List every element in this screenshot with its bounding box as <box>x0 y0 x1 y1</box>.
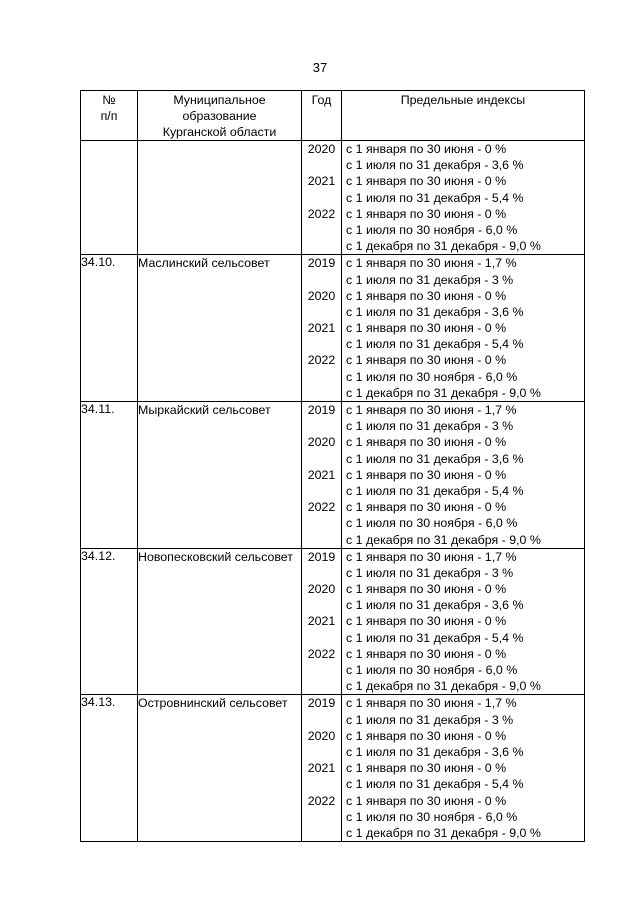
year-value: 2022 <box>307 500 336 515</box>
indices-cell <box>342 141 585 255</box>
table-header-row <box>81 91 585 141</box>
year-value: 2019 <box>307 696 336 711</box>
index-line: с 1 января по 30 июня - 1,7 % <box>346 256 517 271</box>
index-line: с 1 июля по 31 декабря - 3,6 % <box>346 451 524 466</box>
year-value <box>302 157 341 173</box>
index-line: с 1 января по 30 июня - 0 % <box>346 728 507 743</box>
year-value <box>302 385 341 401</box>
year-value <box>302 532 341 548</box>
year-value <box>302 190 341 206</box>
indices-cell <box>342 402 585 549</box>
year-value: 2020 <box>307 142 336 156</box>
municipality-name <box>138 141 302 255</box>
year-value <box>302 222 341 238</box>
index-line: с 1 января по 30 июня - 0 % <box>346 353 507 368</box>
row-number: 34.12. <box>81 548 138 695</box>
year-value <box>302 678 341 694</box>
year-value <box>302 515 341 531</box>
index-line: с 1 июля по 30 ноября - 6,0 % <box>346 516 518 531</box>
table-body <box>81 141 585 842</box>
year-value <box>302 712 341 728</box>
year-value <box>302 304 341 320</box>
index-line: с 1 января по 30 июня - 0 % <box>346 435 507 450</box>
index-line: с 1 июля по 31 декабря - 3 % <box>346 419 514 434</box>
year-value <box>302 336 341 352</box>
year-value: 2020 <box>307 582 336 597</box>
year-value <box>302 451 341 467</box>
index-line: с 1 января по 30 июня - 0 % <box>346 206 507 221</box>
table-row <box>81 695 585 842</box>
year-value <box>302 272 341 288</box>
year-value: 2020 <box>307 435 336 450</box>
index-line: с 1 июля по 30 ноября - 6,0 % <box>346 222 518 237</box>
row-number <box>81 141 138 255</box>
index-line: с 1 июля по 31 декабря - 3,6 % <box>346 304 524 319</box>
year-value <box>302 630 341 646</box>
index-line: с 1 декабря по 31 декабря - 9,0 % <box>346 825 541 840</box>
year-value <box>302 238 341 254</box>
year-value: 2019 <box>307 549 336 564</box>
header-municipality: Муниципальное образование Курганской области <box>138 91 302 141</box>
year-value: 2021 <box>307 174 336 189</box>
index-line: с 1 января по 30 июня - 1,7 % <box>346 403 517 417</box>
year-value <box>302 776 341 792</box>
index-line: с 1 января по 30 июня - 0 % <box>346 582 507 597</box>
year-value: 2022 <box>307 646 336 661</box>
index-line: с 1 декабря по 31 декабря - 9,0 % <box>346 239 541 254</box>
year-value: 2022 <box>307 793 336 808</box>
year-cell <box>302 141 342 255</box>
page-number: 37 <box>312 60 328 75</box>
index-line: с 1 января по 30 июня - 1,7 % <box>346 549 517 564</box>
municipality-name: Маслинский сельсовет <box>138 255 302 402</box>
year-cell <box>302 402 342 549</box>
year-value <box>302 744 341 760</box>
index-line: с 1 января по 30 июня - 0 % <box>346 142 507 156</box>
year-value: 2020 <box>307 728 336 743</box>
index-line: с 1 июля по 31 декабря - 5,4 % <box>346 777 524 792</box>
table-row <box>81 402 585 549</box>
year-value: 2019 <box>307 403 336 417</box>
row-number: 34.10. <box>81 255 138 402</box>
index-line: с 1 июля по 31 декабря - 5,4 % <box>346 337 524 352</box>
indices-cell <box>342 695 585 842</box>
year-cell <box>302 695 342 842</box>
tariff-indices-table <box>80 90 585 842</box>
index-line: с 1 декабря по 31 декабря - 9,0 % <box>346 385 541 400</box>
index-line: с 1 июля по 30 ноября - 6,0 % <box>346 809 518 824</box>
year-value: 2022 <box>307 353 336 368</box>
year-value: 2021 <box>307 614 336 629</box>
year-value: 2021 <box>307 321 336 336</box>
row-number: 34.11. <box>81 402 138 549</box>
index-line: с 1 июля по 31 декабря - 3 % <box>346 272 514 287</box>
year-value <box>302 369 341 385</box>
table-row <box>81 548 585 695</box>
year-cell <box>302 255 342 402</box>
index-line: с 1 января по 30 июня - 0 % <box>346 614 507 629</box>
index-line: с 1 января по 30 июня - 0 % <box>346 467 507 482</box>
year-value <box>302 483 341 499</box>
index-line: с 1 января по 30 июня - 0 % <box>346 793 507 808</box>
index-line: с 1 июля по 31 декабря - 3 % <box>346 565 514 580</box>
municipality-name: Островнинский сельсовет <box>138 695 302 842</box>
header-num: № п/п <box>81 91 138 141</box>
row-number: 34.13. <box>81 695 138 842</box>
year-value <box>302 418 341 434</box>
year-value <box>302 809 341 825</box>
index-line: с 1 января по 30 июня - 0 % <box>346 761 507 776</box>
index-line: с 1 января по 30 июня - 0 % <box>346 646 507 661</box>
header-indices: Предельные индексы <box>342 91 585 141</box>
table-row <box>81 255 585 402</box>
index-line: с 1 июля по 31 декабря - 3,6 % <box>346 598 524 613</box>
index-line: с 1 июля по 30 ноября - 6,0 % <box>346 663 518 677</box>
index-line: с 1 июля по 31 декабря - 3,6 % <box>346 744 524 759</box>
table-row <box>81 141 585 255</box>
municipality-name: Мыркайский сельсовет <box>138 402 302 549</box>
year-value: 2020 <box>307 288 336 303</box>
indices-cell <box>342 548 585 695</box>
year-value <box>302 565 341 581</box>
municipality-name: Новопесковский сельсовет <box>138 548 302 695</box>
index-line: с 1 июля по 31 декабря - 3,6 % <box>346 158 524 173</box>
year-value: 2021 <box>307 761 336 776</box>
year-value <box>302 662 341 678</box>
index-line: с 1 декабря по 31 декабря - 9,0 % <box>346 679 541 694</box>
year-cell <box>302 548 342 695</box>
header-year: Год <box>302 91 342 141</box>
indices-cell <box>342 255 585 402</box>
index-line: с 1 января по 30 июня - 0 % <box>346 321 507 336</box>
index-line: с 1 января по 30 июня - 0 % <box>346 500 507 515</box>
index-line: с 1 января по 30 июня - 0 % <box>346 174 507 189</box>
index-line: с 1 июля по 31 декабря - 5,4 % <box>346 483 524 498</box>
index-line: с 1 декабря по 31 декабря - 9,0 % <box>346 532 541 547</box>
index-line: с 1 января по 30 июня - 1,7 % <box>346 696 517 711</box>
index-line: с 1 июля по 30 ноября - 6,0 % <box>346 369 518 384</box>
year-value <box>302 825 341 841</box>
year-value: 2021 <box>307 467 336 482</box>
year-value: 2019 <box>307 256 336 271</box>
year-value <box>302 597 341 613</box>
index-line: с 1 июля по 31 декабря - 5,4 % <box>346 190 524 205</box>
index-line: с 1 января по 30 июня - 0 % <box>346 288 507 303</box>
index-line: с 1 июля по 31 декабря - 3 % <box>346 712 514 727</box>
year-value: 2022 <box>307 206 336 221</box>
index-line: с 1 июля по 31 декабря - 5,4 % <box>346 630 524 645</box>
